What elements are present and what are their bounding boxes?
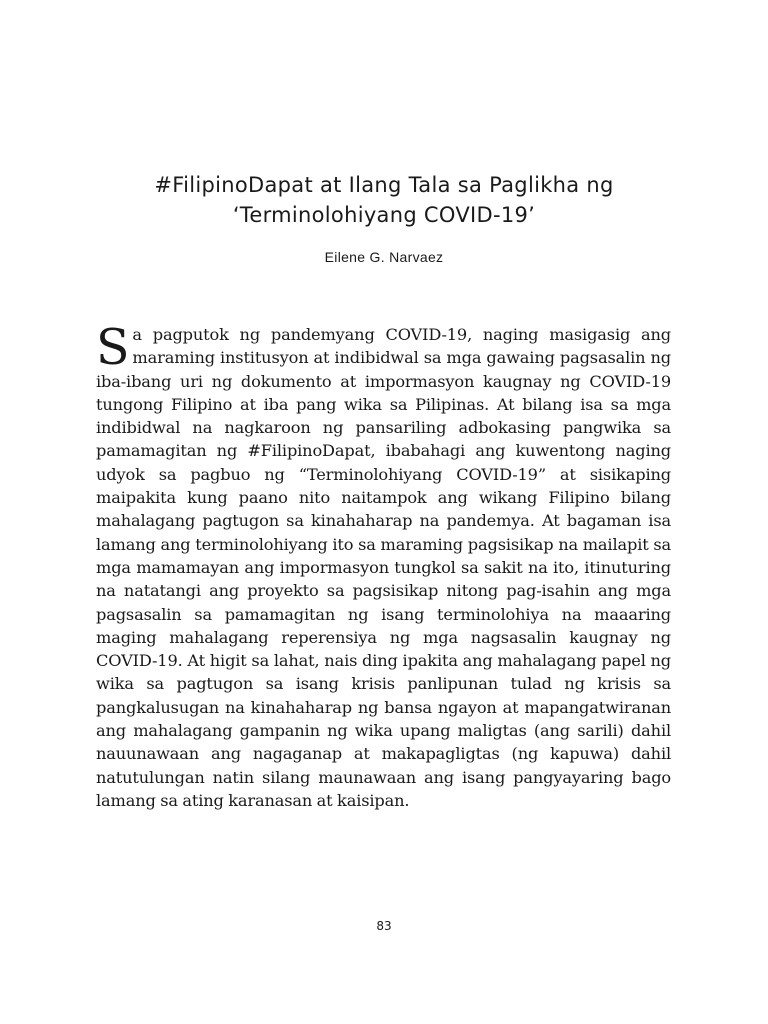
page-number: 83 xyxy=(376,919,392,933)
body-paragraph xyxy=(96,319,671,812)
body-text: a pagputok ng pandemyang COVID-19, naging masigasig ang maraming institusyon at indibidwal sa mga gawaing pagsasalin ng iba-ibang uri ng dokumento at impormasyon kaugnay ng COVID-19 tungong Filipino at iba pang wika sa Pilipinas. At bilang isa sa mga indibidwal na nagkaroon ng pansariling adbokasing pangwika sa pamamagitan ng #FilipinoDapat, ibabahagi ang kuwentong naging udyok sa pagbuo ng “Terminolohiyang COVID-19” at sisikaping maipakita kung paano nito naitampok ang wikang Filipino bilang mahalagang pagtugon sa kinahaharap na pandemya. At bagaman isa lamang ang terminolohiyang ito sa maraming pagsisikap na mailapit sa mga mamamayan ang impormasyon tungkol sa sakit na ito, itinuturing na natatangi ang proyekto sa pagsisikap nitong pag-isahin ang mga pagsasalin sa pamamagitan ng isang terminolohiya na maaaring maging mahalagang reperensiya ng mga nagsasalin kaugnay ng COVID-19. At higit sa lahat, nais ding ipakita ang mahalagang papel ng wika sa pagtugon sa isang krisis panlipunan tulad ng krisis sa pangkalusugan na kinahaharap ng bansa ngayon at mapangatwiranan ang mahalagang gampanin ng wika upang maligtas (ang sarili) dahil nauunawaan ang nagaganap at makapagligtas (ng kapuwa) dahil natutulungan natin silang maunawaan ang isang pangyayaring bago lamang sa ating karanasan at kaisipan. xyxy=(96,325,671,810)
article-title xyxy=(0,170,768,230)
article-title-line-2: ‘Terminolohiyang COVID-19’ xyxy=(232,203,536,227)
drop-cap-letter: S xyxy=(96,319,130,376)
article-title-line-1: #FilipinoDapat at Ilang Tala sa Paglikha ng xyxy=(154,173,614,197)
author-name: Eilene G. Narvaez xyxy=(324,249,444,265)
